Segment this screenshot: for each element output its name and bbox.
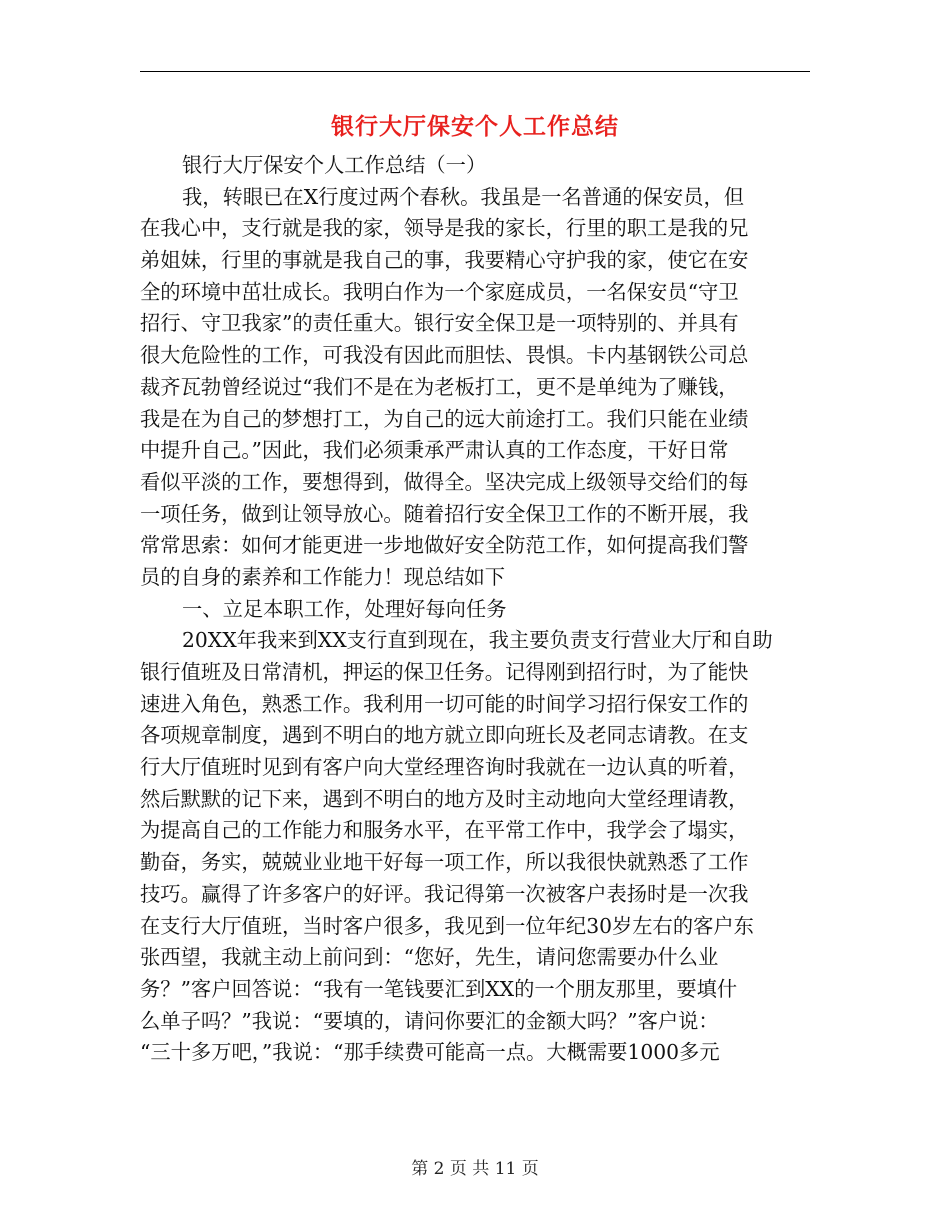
paragraph-line: 务？”客户回答说：“我有一笔钱要汇到XX的一个朋友那里，要填什 xyxy=(140,976,738,1001)
paragraph-line: 20XX年我来到XX支行直到现在，我主要负责支行营业大厅和自助 xyxy=(182,628,773,653)
paragraph-line: 技巧。赢得了许多客户的好评。我记得第一次被客户表扬时是一次我 xyxy=(140,881,749,906)
paragraph-line: 弟姐妹，行里的事就是我自己的事，我要精心守护我的家，使它在安 xyxy=(140,248,749,273)
document-body xyxy=(140,150,812,1069)
page-footer: 第 2 页 共 11 页 xyxy=(411,1159,539,1179)
paragraph-line: 么单子吗？”我说：“要填的，请问你要汇的金额大吗？”客户说： xyxy=(140,1008,719,1033)
paragraph-line: 我是在为自己的梦想打工，为自己的远大前途打工。我们只能在业绩 xyxy=(140,406,749,431)
paragraph-line: 银行值班及日常清机，押运的保卫任务。记得刚到招行时，为了能快 xyxy=(140,660,749,684)
paragraph-line: 在我心中，支行就是我的家，领导是我的家长，行里的职工是我的兄 xyxy=(140,216,749,241)
paragraph-line: “三十多万吧，”我说：“那手续费可能高一点。大概需要1000多元 xyxy=(140,1040,720,1065)
paragraph-line: 我，转眼已在X行度过两个春秋。我虽是一名普通的保安员，但 xyxy=(182,184,745,209)
paragraph-line: 全的环境中茁壮成长。我明白作为一个家庭成员，一名保安员“守卫 xyxy=(140,279,739,304)
paragraph-line: 各项规章制度，遇到不明白的地方就立即向班长及老同志请教。在支 xyxy=(140,723,749,748)
paragraph-line: 在支行大厅值班，当时客户很多，我见到一位年纪30岁左右的客户东 xyxy=(140,913,754,938)
section-subtitle: 银行大厅保安个人工作总结（一） xyxy=(182,153,487,177)
paragraph-line: 为提高自己的工作能力和服务水平，在平常工作中，我学会了塌实， xyxy=(140,818,749,843)
paragraph-line: 张西望，我就主动上前问到：“您好，先生，请问您需要办什么业 xyxy=(140,945,719,970)
paragraph-line: 勤奋，务实，兢兢业业地干好每一项工作，所以我很快就熟悉了工作 xyxy=(140,850,749,875)
paragraph-line: 速进入角色，熟悉工作。我利用一切可能的时间学习招行保安工作的 xyxy=(140,691,749,716)
paragraph-line: 行大厅值班时见到有客户向大堂经理咨询时我就在一边认真的听着， xyxy=(140,755,749,780)
paragraph-line: 看似平淡的工作，要想得到，做得全。坚决完成上级领导交给们的每 xyxy=(140,469,749,494)
section-heading: 一、立足本职工作，处理好每向任务 xyxy=(182,596,507,621)
paragraph-line: 常常思索：如何才能更进一步地做好安全防范工作，如何提高我们警 xyxy=(140,533,749,558)
header-rule xyxy=(140,71,810,72)
paragraph-line: 然后默默的记下来，遇到不明白的地方及时主动地向大堂经理请教， xyxy=(140,786,749,811)
paragraph-line: 招行、守卫我家”的责任重大。银行安全保卫是一项特别的、并具有 xyxy=(140,311,739,336)
document-title: 银行大厅保安个人工作总结 xyxy=(331,113,619,140)
paragraph-line: 很大危险性的工作，可我没有因此而胆怯、畏惧。卡内基钢铁公司总 xyxy=(140,343,749,368)
paragraph-line: 中提升自己。”因此，我们必须秉承严肃认真的工作态度，干好日常 xyxy=(140,438,729,463)
paragraph-line: 一项任务，做到让领导放心。随着招行安全保卫工作的不断开展，我 xyxy=(140,501,749,526)
paragraph-line: 裁齐瓦勃曾经说过“我们不是在为老板打工，更不是单纯为了赚钱， xyxy=(140,374,739,399)
paragraph-line: 员的自身的素养和工作能力！现总结如下 xyxy=(140,564,506,589)
